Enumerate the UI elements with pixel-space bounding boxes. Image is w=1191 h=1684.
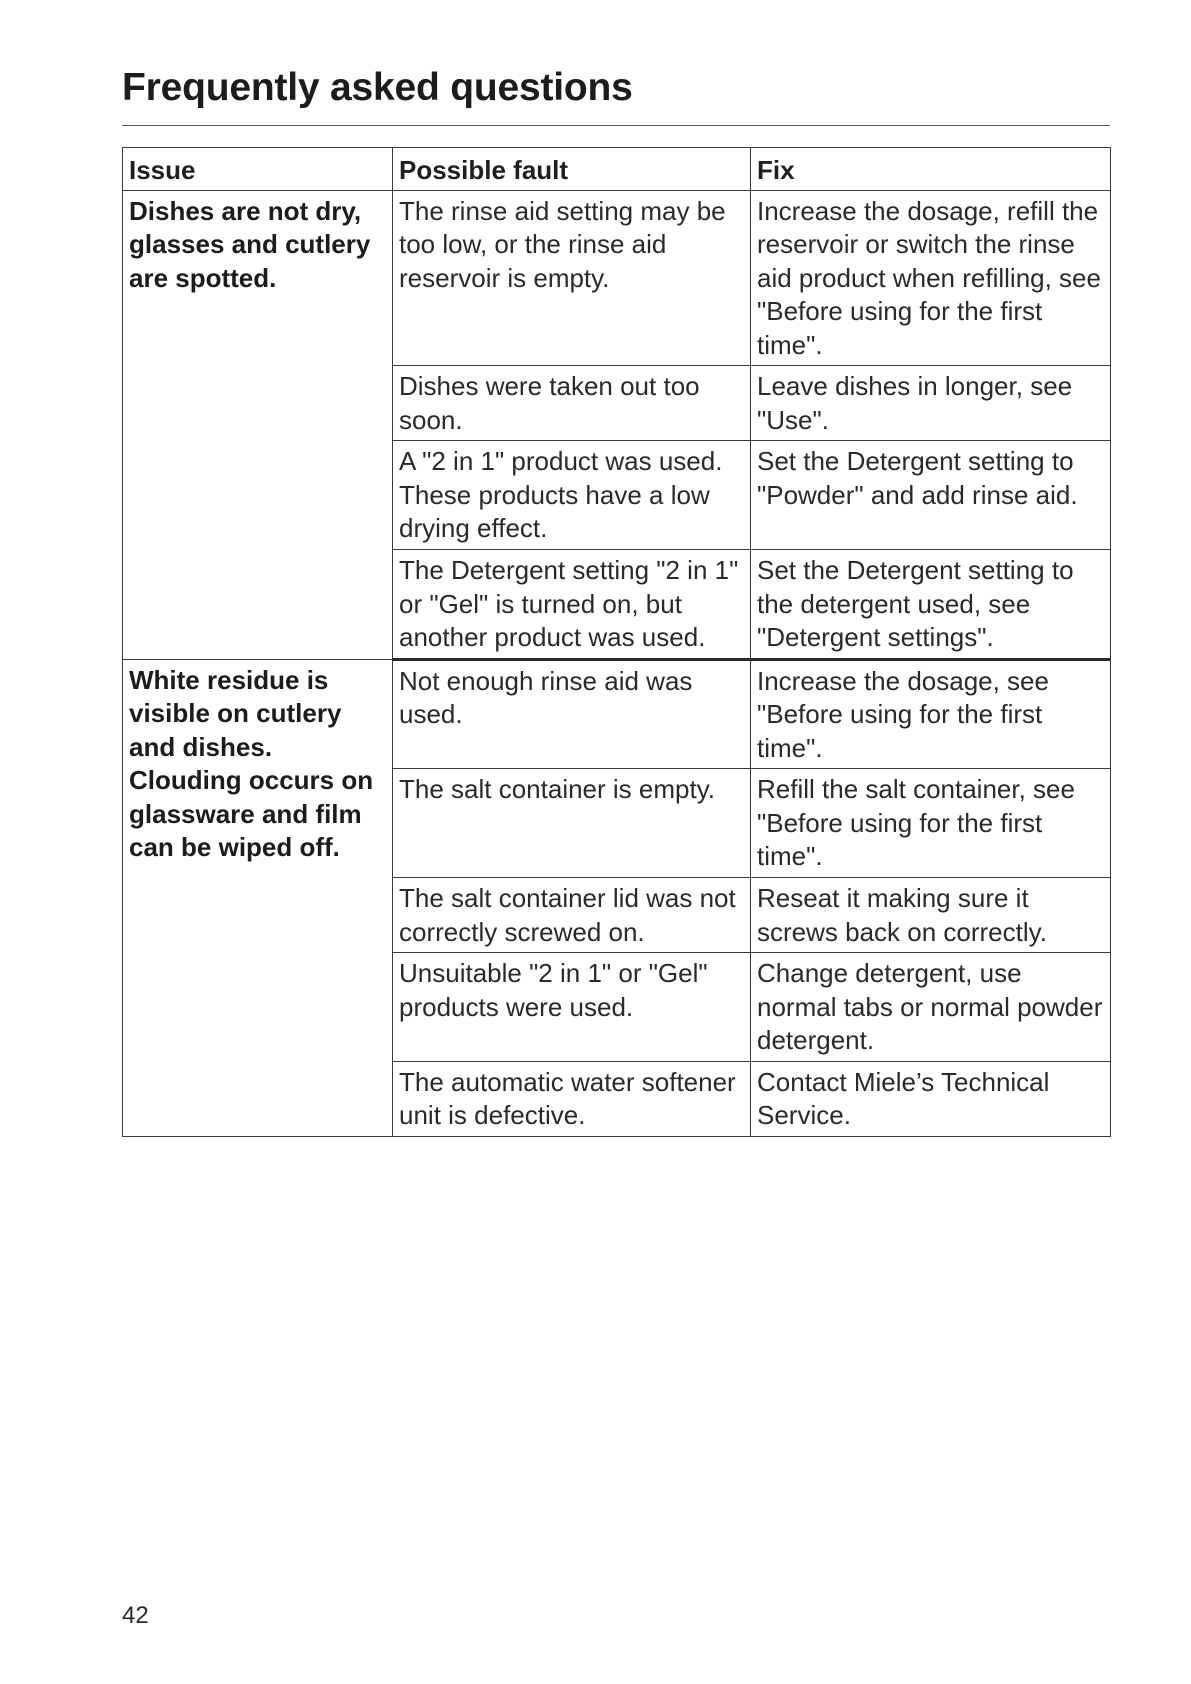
fault-cell: The automatic water softener unit is defective. bbox=[393, 1061, 751, 1136]
fix-cell: Refill the salt container, see "Before using for the first time". bbox=[751, 769, 1111, 878]
fix-cell: Increase the dosage, see "Before using for the first time". bbox=[751, 659, 1111, 769]
fix-cell: Change detergent, use normal tabs or normal powder detergent. bbox=[751, 953, 1111, 1062]
header-possible-fault: Possible fault bbox=[393, 148, 751, 191]
title-divider bbox=[122, 125, 1110, 126]
faq-table bbox=[122, 147, 1111, 1137]
fault-cell: Not enough rinse aid was used. bbox=[393, 659, 751, 769]
table-row bbox=[123, 190, 1111, 366]
fault-cell: The salt container is empty. bbox=[393, 769, 751, 878]
table-header-row bbox=[123, 148, 1111, 191]
page-number: 42 bbox=[122, 1602, 149, 1629]
fault-cell: The salt container lid was not correctly screwed on. bbox=[393, 878, 751, 953]
fault-cell: The Detergent setting "2 in 1" or "Gel" is turned on, but another product was used. bbox=[393, 550, 751, 660]
header-fix: Fix bbox=[751, 148, 1111, 191]
fault-cell: Unsuitable "2 in 1" or "Gel" products were used. bbox=[393, 953, 751, 1062]
issue-cell: Dishes are not dry, glasses and cutlery are spotted. bbox=[123, 190, 393, 659]
fix-cell: Increase the dosage, refill the reservoir or switch the rinse aid product when refilling, see "Before using for the first time". bbox=[751, 190, 1111, 366]
fix-cell: Set the Detergent setting to "Powder" and add rinse aid. bbox=[751, 441, 1111, 550]
fault-cell: A "2 in 1" product was used. These products have a low drying effect. bbox=[393, 441, 751, 550]
fault-cell: Dishes were taken out too soon. bbox=[393, 366, 751, 441]
fix-cell: Leave dishes in longer, see "Use". bbox=[751, 366, 1111, 441]
fix-cell: Reseat it making sure it screws back on correctly. bbox=[751, 878, 1111, 953]
table-row bbox=[123, 659, 1111, 769]
fix-cell: Set the Detergent setting to the detergent used, see "Detergent settings". bbox=[751, 550, 1111, 660]
header-issue: Issue bbox=[123, 148, 393, 191]
fix-cell: Contact Miele’s Technical Service. bbox=[751, 1061, 1111, 1136]
issue-cell: White residue is visible on cutlery and dishes. Clouding occurs on glassware and film can be wiped off. bbox=[123, 659, 393, 1136]
fault-cell: The rinse aid setting may be too low, or the rinse aid reservoir is empty. bbox=[393, 190, 751, 366]
page-title: Frequently asked questions bbox=[122, 66, 633, 109]
